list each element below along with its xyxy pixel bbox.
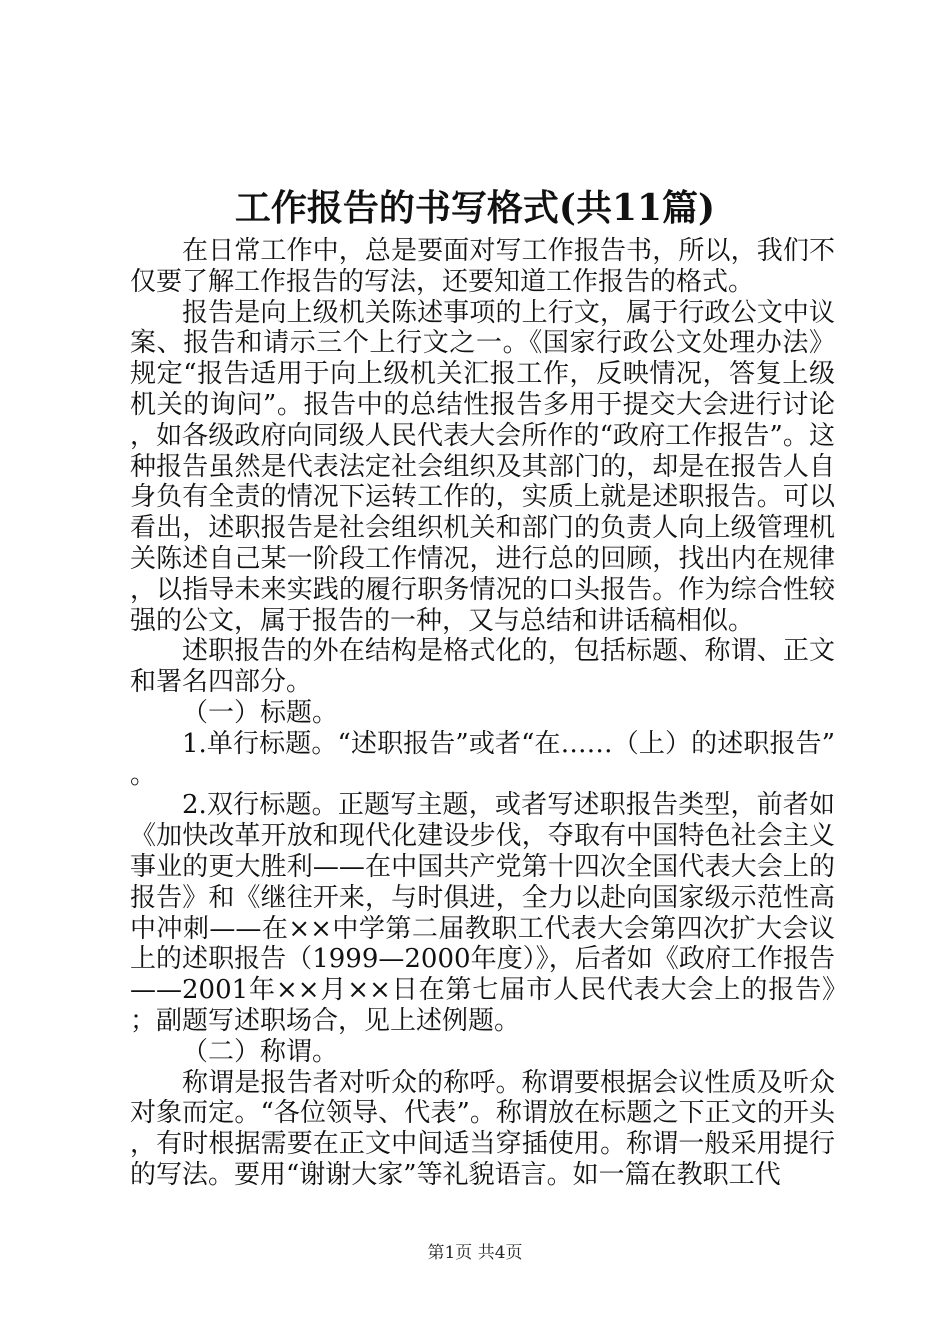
document-title: 工作报告的书写格式(共11篇) — [234, 187, 716, 229]
paragraph: 2.双行标题。正题写主题，或者写述职报告类型，前者如《加快改革开放和现代化建设步伐，夺取有中国特色社会主义事业的更大胜利——在中国共产党第十四次全国代表大会上的报告》和《继往开来，与时俱进，全力以赴向国家级示范性高中冲刺——在××中学第二届教职工代表大会第四次扩大会议上的述职报告（1999—2000年度）》，后者如《政府工作报告——2001年××月××日在第七届市人民代表大会上的报告》；副题写述职场合，见上述例题。 — [130, 790, 835, 1036]
paragraph: 1.单行标题。“述职报告”或者“在……（上）的述职报告”。 — [130, 728, 835, 790]
page-footer: 第1页 共4页 — [427, 1243, 523, 1263]
section-heading: （二）称谓。 — [182, 1036, 339, 1067]
paragraph: 称谓是报告者对听众的称呼。称谓要根据会议性质及听众对象而定。“各位领导、代表”。称谓放在标题之下正文的开头，有时根据需要在正文中间适当穿插使用。称谓一般采用提行的写法。要用“谢谢大家”等礼貌语言。如一篇在教职工代 — [130, 1067, 835, 1190]
paragraph: 在日常工作中，总是要面对写工作报告书，所以，我们不仅要了解工作报告的写法，还要知道工作报告的格式。 — [130, 236, 835, 297]
paragraph: 述职报告的外在结构是格式化的，包括标题、称谓、正文和署名四部分。 — [130, 636, 835, 698]
section-heading: （一）标题。 — [182, 697, 339, 728]
document-body — [130, 236, 835, 1191]
paragraph: 报告是向上级机关陈述事项的上行文，属于行政公文中议案、报告和请示三个上行文之一。《国家行政公文处理办法》规定“报告适用于向上级机关汇报工作，反映情况，答复上级机关的询问”。报告中的总结性报告多用于提交大会进行讨论，如各级政府向同级人民代表大会所作的“政府工作报告”。这种报告虽然是代表法定社会组织及其部门的，却是在报告人自身负有全责的情况下运转工作的，实质上就是述职报告。可以看出，述职报告是社会组织机关和部门的负责人向上级管理机关陈述自己某一阶段工作情况，进行总的回顾，找出内在规律，以指导未来实践的履行职务情况的口头报告。作为综合性较强的公文，属于报告的一种，又与总结和讲话稿相似。 — [130, 297, 835, 636]
